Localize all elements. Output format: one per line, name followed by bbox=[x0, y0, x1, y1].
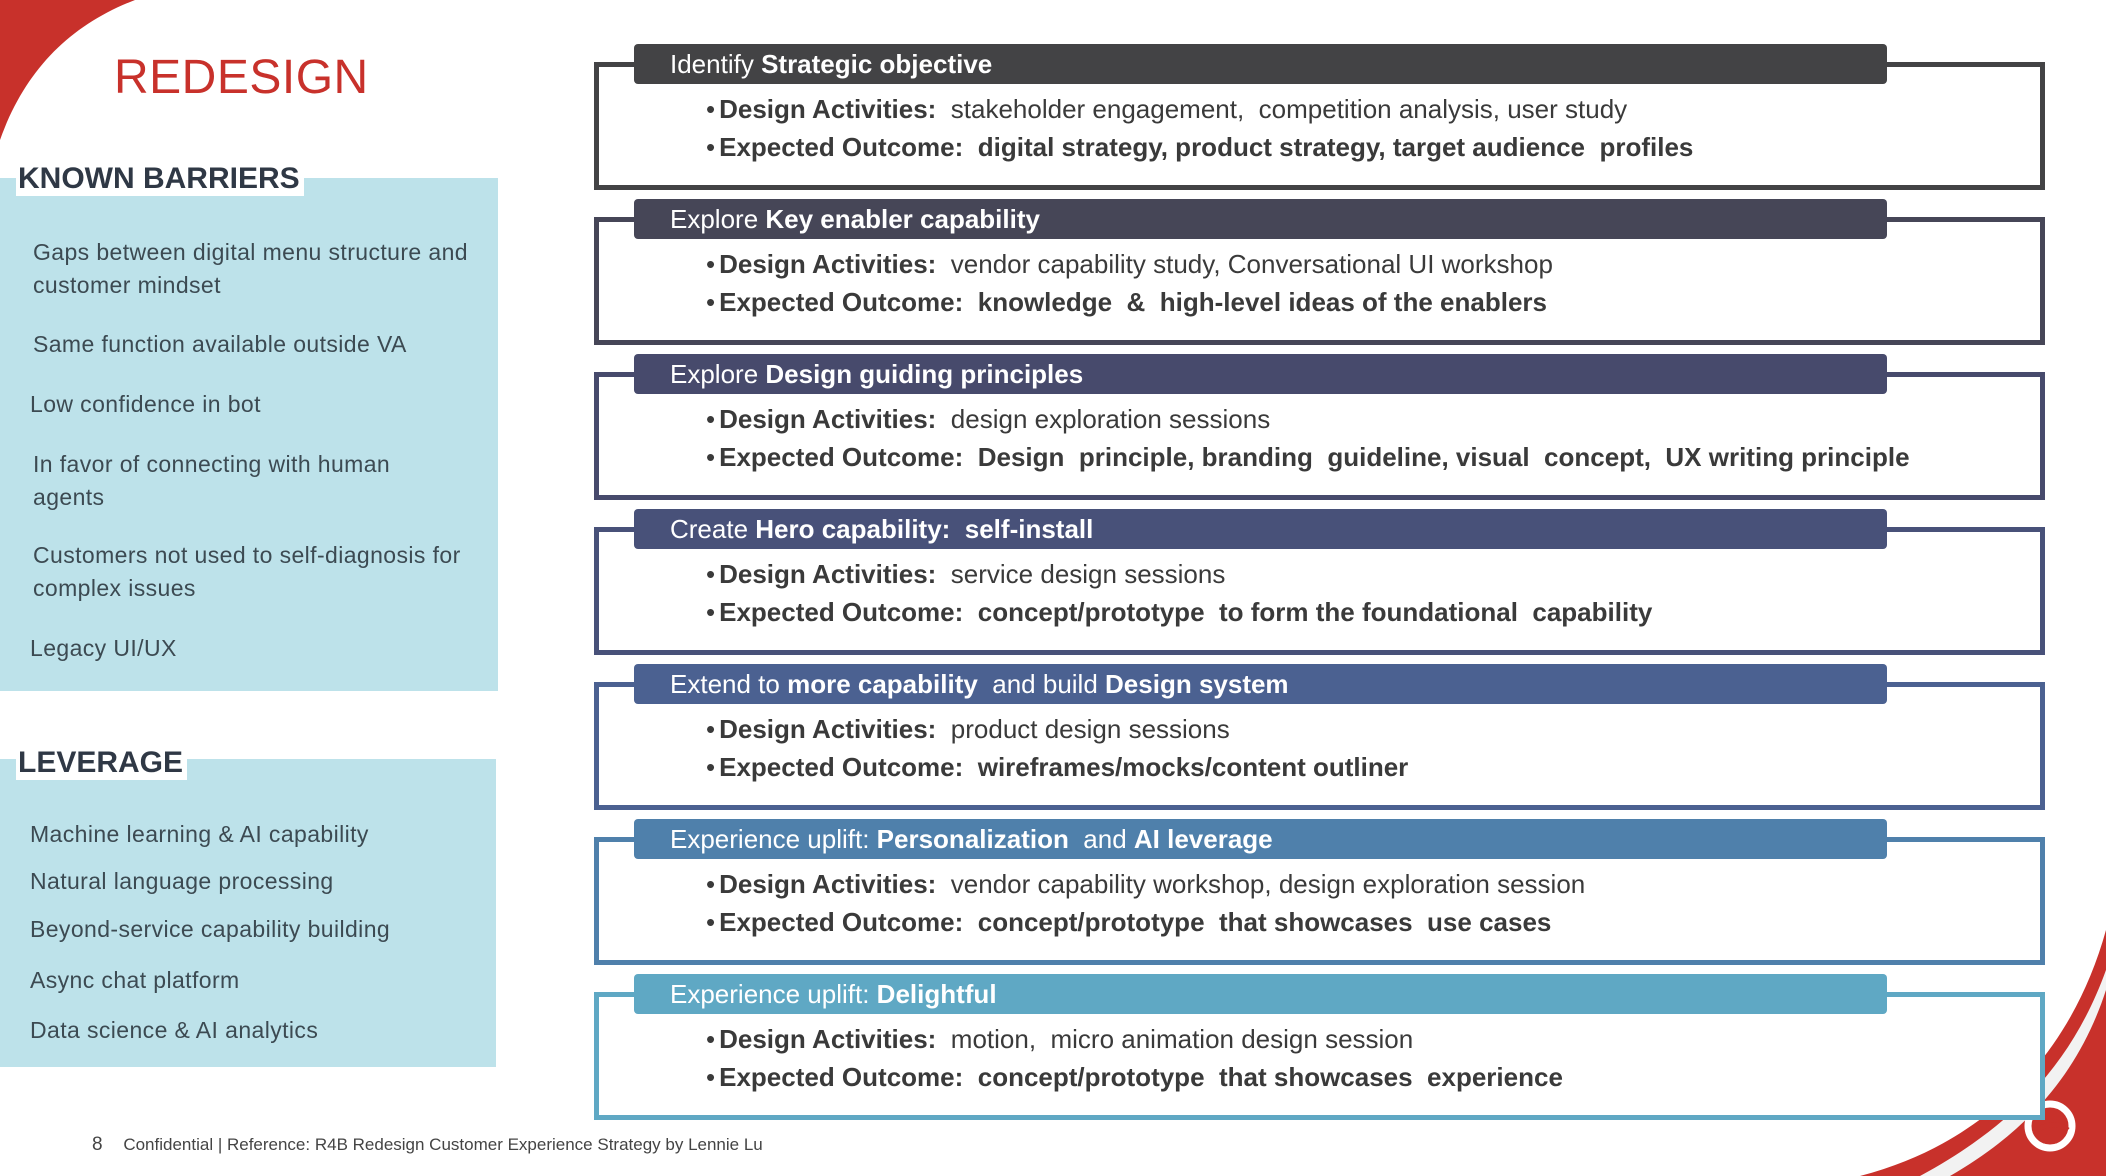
spacer bbox=[936, 869, 950, 899]
stage-outcome-value: Design principle, branding guideline, visual concept, UX writing principle bbox=[977, 442, 1910, 472]
stage-header bbox=[634, 664, 1887, 704]
stage-activities-value: vendor capability workshop, design exploration session bbox=[950, 869, 1586, 899]
stage-outcome-row bbox=[706, 132, 1693, 163]
bullet-icon: • bbox=[706, 94, 716, 124]
stage-block bbox=[594, 354, 2045, 502]
stage-activities-label: Design Activities: bbox=[719, 404, 937, 434]
stage-activities-label: Design Activities: bbox=[719, 249, 937, 279]
bullet-icon: • bbox=[706, 752, 716, 782]
spacer bbox=[963, 907, 977, 937]
bullet-icon: • bbox=[706, 1062, 716, 1092]
stage-outcome-value: concept/prototype to form the foundational capability bbox=[977, 597, 1653, 627]
stage-outcome-label: Expected Outcome: bbox=[719, 132, 964, 162]
stage-block bbox=[594, 974, 2045, 1122]
bullet-icon: • bbox=[706, 597, 716, 627]
spacer bbox=[963, 132, 977, 162]
stage-outcome-label: Expected Outcome: bbox=[719, 597, 964, 627]
stage-activities-value: design exploration sessions bbox=[950, 404, 1271, 434]
bullet-icon: • bbox=[706, 907, 716, 937]
stage-activities-row bbox=[706, 1024, 1413, 1055]
barrier-item: Customers not used to self-diagnosis for complex issues bbox=[33, 542, 461, 601]
stage-activities-label: Design Activities: bbox=[719, 714, 937, 744]
stage-block bbox=[594, 819, 2045, 967]
stage-block bbox=[594, 44, 2045, 192]
leverage-item: Natural language processing bbox=[30, 868, 334, 894]
stage-activities-label: Design Activities: bbox=[719, 869, 937, 899]
stage-header-text: Personalization bbox=[876, 824, 1069, 854]
stage-outcome-label: Expected Outcome: bbox=[719, 752, 964, 782]
stage-activities-value: vendor capability study, Conversational UI workshop bbox=[950, 249, 1553, 279]
page-title: REDESIGN bbox=[114, 51, 369, 104]
stage-header-text: Explore bbox=[670, 359, 766, 389]
stage-activities-label: Design Activities: bbox=[719, 94, 937, 124]
bullet-icon: • bbox=[706, 442, 716, 472]
stage-outcome-row bbox=[706, 1062, 1563, 1093]
spacer bbox=[963, 752, 977, 782]
footer-text: Confidential | Reference: R4B Redesign Customer Experience Strategy by Lennie Lu bbox=[123, 1135, 763, 1154]
bullet-icon: • bbox=[706, 559, 716, 589]
bullet-icon: • bbox=[706, 1024, 716, 1054]
stage-outcome-row bbox=[706, 287, 1547, 318]
stage-header-text: and bbox=[1068, 824, 1134, 854]
stage-block bbox=[594, 509, 2045, 657]
stage-header-text: Experience uplift: bbox=[670, 979, 877, 1009]
stage-activities-row bbox=[706, 714, 1230, 745]
spacer bbox=[936, 559, 950, 589]
stage-activities-value: stakeholder engagement, competition analysis, user study bbox=[950, 94, 1628, 124]
bullet-icon: • bbox=[706, 249, 716, 279]
barrier-item: Same function available outside VA bbox=[33, 331, 407, 357]
stage-block bbox=[594, 199, 2045, 347]
leverage-item: Data science & AI analytics bbox=[30, 1017, 319, 1043]
leverage-item: Async chat platform bbox=[30, 967, 240, 993]
bullet-icon: • bbox=[706, 132, 716, 162]
spacer bbox=[963, 287, 977, 317]
stage-activities-row bbox=[706, 249, 1553, 280]
stage-outcome-row bbox=[706, 907, 1551, 938]
spacer bbox=[936, 1024, 950, 1054]
stage-outcome-value: knowledge & high-level ideas of the enablers bbox=[977, 287, 1547, 317]
stage-header-text: and build bbox=[977, 669, 1106, 699]
barrier-item: Gaps between digital menu structure and customer mindset bbox=[33, 239, 468, 298]
stage-header-text: Create bbox=[670, 514, 756, 544]
stage-activities-value: product design sessions bbox=[950, 714, 1230, 744]
footer bbox=[92, 1134, 763, 1156]
barrier-item: Legacy UI/UX bbox=[30, 635, 177, 661]
stage-header bbox=[634, 819, 1887, 859]
stage-header bbox=[634, 509, 1887, 549]
stage-header-text: Design system bbox=[1105, 669, 1289, 699]
spacer bbox=[963, 1062, 977, 1092]
stage-outcome-label: Expected Outcome: bbox=[719, 287, 964, 317]
stage-header-text: more capability bbox=[787, 669, 978, 699]
stage-header-text: Design guiding principles bbox=[765, 359, 1084, 389]
leverage-item: Machine learning & AI capability bbox=[30, 821, 369, 847]
stage-header-text: Explore bbox=[670, 204, 766, 234]
page-number: 8 bbox=[92, 1134, 103, 1155]
stage-activities-value: motion, micro animation design session bbox=[950, 1024, 1414, 1054]
stage-activities-row bbox=[706, 94, 1627, 125]
stage-header-text: Experience uplift: bbox=[670, 824, 877, 854]
stage-activities-row bbox=[706, 404, 1270, 435]
stage-outcome-value: concept/prototype that showcases experience bbox=[977, 1062, 1563, 1092]
stage-outcome-row bbox=[706, 752, 1408, 783]
spacer bbox=[936, 249, 950, 279]
stage-activities-label: Design Activities: bbox=[719, 559, 937, 589]
spacer bbox=[963, 597, 977, 627]
bullet-icon: • bbox=[706, 287, 716, 317]
leverage-heading: LEVERAGE bbox=[16, 744, 187, 780]
stage-activities-value: service design sessions bbox=[950, 559, 1226, 589]
stage-header-text: Key enabler capability bbox=[765, 204, 1040, 234]
stage-activities-row bbox=[706, 559, 1225, 590]
bullet-icon: • bbox=[706, 404, 716, 434]
spacer bbox=[936, 714, 950, 744]
spacer bbox=[963, 442, 977, 472]
leverage-item: Beyond-service capability building bbox=[30, 916, 391, 942]
spacer bbox=[936, 94, 950, 124]
bullet-icon: • bbox=[706, 869, 716, 899]
stage-header-text: Identify bbox=[670, 49, 762, 79]
stage-header bbox=[634, 44, 1887, 84]
spacer bbox=[936, 404, 950, 434]
stage-outcome-label: Expected Outcome: bbox=[719, 442, 964, 472]
stage-outcome-row bbox=[706, 442, 1910, 473]
barrier-item: In favor of connecting with human agents bbox=[33, 451, 391, 510]
stage-block bbox=[594, 664, 2045, 812]
bullet-icon: • bbox=[706, 714, 716, 744]
stage-outcome-label: Expected Outcome: bbox=[719, 907, 964, 937]
stage-header-text: Delightful bbox=[876, 979, 997, 1009]
stage-header bbox=[634, 199, 1887, 239]
stage-outcome-row bbox=[706, 597, 1652, 628]
stage-header-text: Strategic objective bbox=[761, 49, 993, 79]
stage-header-text: AI leverage bbox=[1133, 824, 1273, 854]
stage-header bbox=[634, 974, 1887, 1014]
stage-header bbox=[634, 354, 1887, 394]
stage-outcome-value: wireframes/mocks/content outliner bbox=[977, 752, 1409, 782]
known-barriers-heading: KNOWN BARRIERS bbox=[16, 160, 304, 196]
stage-header-text: Extend to bbox=[670, 669, 788, 699]
stage-outcome-label: Expected Outcome: bbox=[719, 1062, 964, 1092]
stage-outcome-value: concept/prototype that showcases use cases bbox=[977, 907, 1552, 937]
stage-outcome-value: digital strategy, product strategy, target audience profiles bbox=[977, 132, 1694, 162]
stage-activities-row bbox=[706, 869, 1585, 900]
stage-activities-label: Design Activities: bbox=[719, 1024, 937, 1054]
barrier-item: Low confidence in bot bbox=[30, 391, 261, 417]
stage-header-text: Hero capability: self-install bbox=[755, 514, 1094, 544]
